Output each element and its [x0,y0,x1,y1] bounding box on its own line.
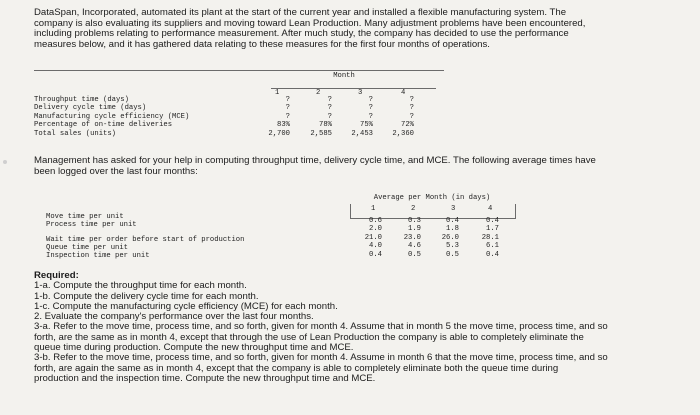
t1-cell: ? [368,104,373,112]
t1-cell: 75% [360,121,373,129]
mid-line: been logged over the last four months: [34,165,198,177]
mid-paragraph [34,156,674,177]
t2-cell: 1.9 [408,225,421,233]
month-header-rule [271,88,436,89]
t2-cell: 6.1 [486,242,499,250]
intro-line: measures below, and it has gathered data relating to these measures for the first four months of operations. [34,38,490,50]
month-number: 3 [451,205,456,213]
t1-cell: 2,453 [351,130,373,138]
t2-cell: 21.0 [364,234,382,242]
month-number: 3 [358,89,363,97]
t1-cell: ? [409,104,414,112]
t1-cell: ? [368,96,373,104]
month-number: 4 [488,205,493,213]
t1-cell: 2,585 [310,130,332,138]
required-line: production and the inspection time. Compute the new throughput time and MCE. [34,372,376,384]
required-line: forth, are again the same as in month 4, except that the company is able to completely eliminate both the queue time during [34,362,559,374]
decorative-dot [3,160,7,164]
required-line: 1-b. Compute the delivery cycle time for each month. [34,290,259,302]
t2-cell: 0.4 [369,251,382,259]
t1-cell: ? [285,96,290,104]
t2-cell: 4.0 [369,242,382,250]
t1-cell: ? [327,113,332,121]
required-heading: Required: [34,270,79,281]
t1-cell: ? [327,104,332,112]
t1-cell: 78% [319,121,332,129]
t1-cell: 83% [277,121,290,129]
t2-row-label: Inspection time per unit [46,252,150,260]
required-line: forth, are the same as in month 4, except that through the use of Lean Production the company is able to completely eliminate the [34,331,584,343]
average-per-month-header: Average per Month (in days) [373,194,491,202]
required-line: 2. Evaluate the company's performance over the last four months. [34,311,314,323]
intro-line: company is also evaluating its suppliers and moving toward Lean Production. Many adjustment problems have been encountered, [34,17,586,29]
t1-cell: 72% [401,121,414,129]
t1-row-label: Percentage of on-time deliveries [34,121,173,129]
required-line: 1-c. Compute the manufacturing cycle efficiency (MCE) for each month. [34,300,338,312]
t1-row-label: Throughput time (days) [34,96,129,104]
t2-cell: 0.4 [446,217,459,225]
required-line: 1-a. Compute the throughput time for each month. [34,280,247,292]
t2-cell: 23.0 [403,234,421,242]
t2-row-label: Move time per unit [46,213,124,221]
t1-cell: 2,700 [268,130,290,138]
month-number: 1 [371,205,376,213]
required-line: 3-b. Refer to the move time, process time, and so forth, given for month 4. Assume in month 6 that the move time, process time, and so [34,352,608,364]
t2-cell: 2.0 [369,225,382,233]
month-header: Month [333,72,355,80]
t1-cell: ? [409,113,414,121]
required-line: queue time during production. Compute the new throughput time and MCE. [34,342,354,354]
t2-cell: 1.8 [446,225,459,233]
intro-line: including problems relating to performance measurement. After much study, the company has decided to use the performance [34,28,569,40]
t2-cell: 5.3 [446,242,459,250]
t1-cell: ? [368,113,373,121]
intro-line: DataSpan, Incorporated, automated its plant at the start of the current year and installed a flexible manufacturing system. The [34,7,567,18]
required-line: 3-a. Refer to the move time, process time, and so forth, given for month 4. Assume that in month 5 the move time, process time, and so [34,321,608,333]
t2-row-label: Wait time per order before start of production [46,236,245,244]
t2-cell: 0.5 [408,251,421,259]
t1-row-label: Total sales (units) [34,130,116,138]
t2-cell: 0.6 [369,217,382,225]
t2-cell: 0.5 [446,251,459,259]
month-number: 4 [401,89,406,97]
required-section [34,271,679,384]
mid-line: Management has asked for your help in computing throughput time, delivery cycle time, and MCE. The following average times have [34,155,596,166]
t2-cell: 0.4 [486,217,499,225]
t2-row-label: Queue time per unit [46,244,128,252]
t2-cell: 0.3 [408,217,421,225]
t1-cell: ? [409,96,414,104]
t2-cell: 26.0 [441,234,459,242]
intro-paragraph [34,8,674,50]
t1-row-label: Delivery cycle time (days) [34,104,147,112]
t2-cell: 28.1 [481,234,499,242]
t2-cell: 1.7 [486,225,499,233]
t1-cell: ? [285,104,290,112]
t1-cell: 2,360 [392,130,414,138]
t2-cell: 4.6 [408,242,421,250]
month-number: 1 [275,89,280,97]
month-number: 2 [316,89,321,97]
t2-cell: 0.4 [486,251,499,259]
t1-cell: ? [327,96,332,104]
t1-row-label: Manufacturing cycle efficiency (MCE) [34,113,190,121]
t1-cell: ? [285,113,290,121]
t2-row-label: Process time per unit [46,221,137,229]
month-number: 2 [411,205,416,213]
